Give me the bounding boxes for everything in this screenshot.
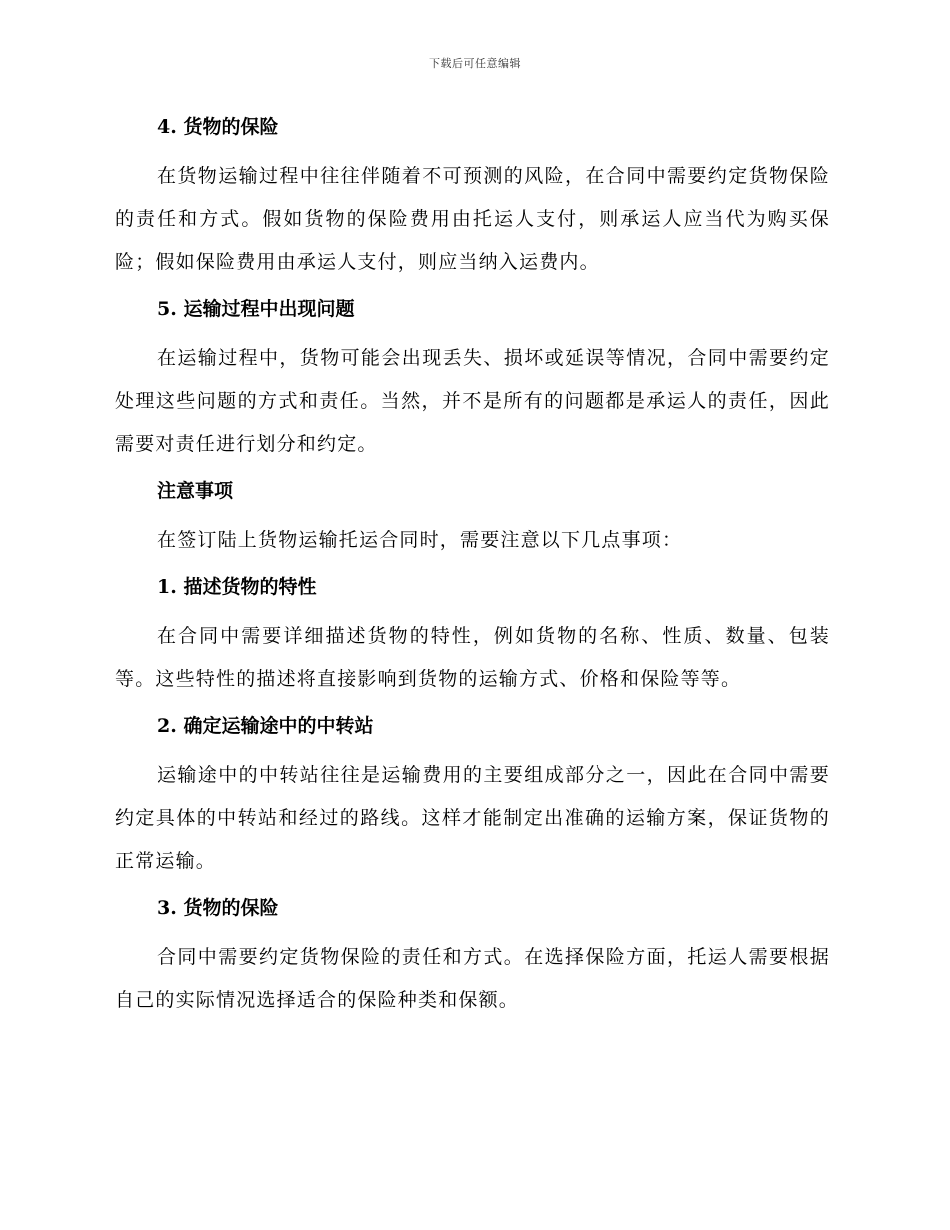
section — [115, 289, 830, 471]
page-header-note: 下载后可任意编辑 — [429, 57, 521, 70]
section-heading: 2. 确定运输途中的中转站 — [157, 715, 374, 737]
section-heading: 注意事项 — [157, 480, 234, 502]
section-heading: 3. 货物的保险 — [157, 897, 279, 919]
section-paragraph: 在运输过程中，货物可能会出现丢失、损坏或延误等情况，合同中需要约定处理这些问题的方式和责任。当然，并不是所有的问题都是承运人的责任，因此需要对责任进行划分和约定。 — [115, 347, 830, 455]
section — [115, 471, 830, 567]
section — [115, 888, 830, 1022]
section-paragraph: 在货物运输过程中往往伴随着不可预测的风险，在合同中需要约定货物保险的责任和方式。假如货物的保险费用由托运人支付，则承运人应当代为购买保险；假如保险费用由承运人支付，则应当纳入运费内。 — [115, 165, 830, 273]
section — [115, 567, 830, 706]
section-paragraph: 在合同中需要详细描述货物的特性，例如货物的名称、性质、数量、包装等。这些特性的描述将直接影响到货物的运输方式、价格和保险等等。 — [115, 625, 830, 690]
section-paragraph: 运输途中的中转站往往是运输费用的主要组成部分之一，因此在合同中需要约定具体的中转站和经过的路线。这样才能制定出准确的运输方案，保证货物的正常运输。 — [115, 764, 830, 872]
section — [115, 706, 830, 888]
document-body — [115, 107, 830, 1022]
section-heading: 4. 货物的保险 — [157, 116, 279, 138]
section-paragraph: 合同中需要约定货物保险的责任和方式。在选择保险方面，托运人需要根据自己的实际情况选择适合的保险种类和保额。 — [115, 946, 830, 1011]
section — [115, 107, 830, 289]
section-heading: 5. 运输过程中出现问题 — [157, 298, 355, 320]
section-heading: 1. 描述货物的特性 — [157, 576, 317, 598]
section-paragraph: 在签订陆上货物运输托运合同时，需要注意以下几点事项： — [157, 529, 683, 551]
